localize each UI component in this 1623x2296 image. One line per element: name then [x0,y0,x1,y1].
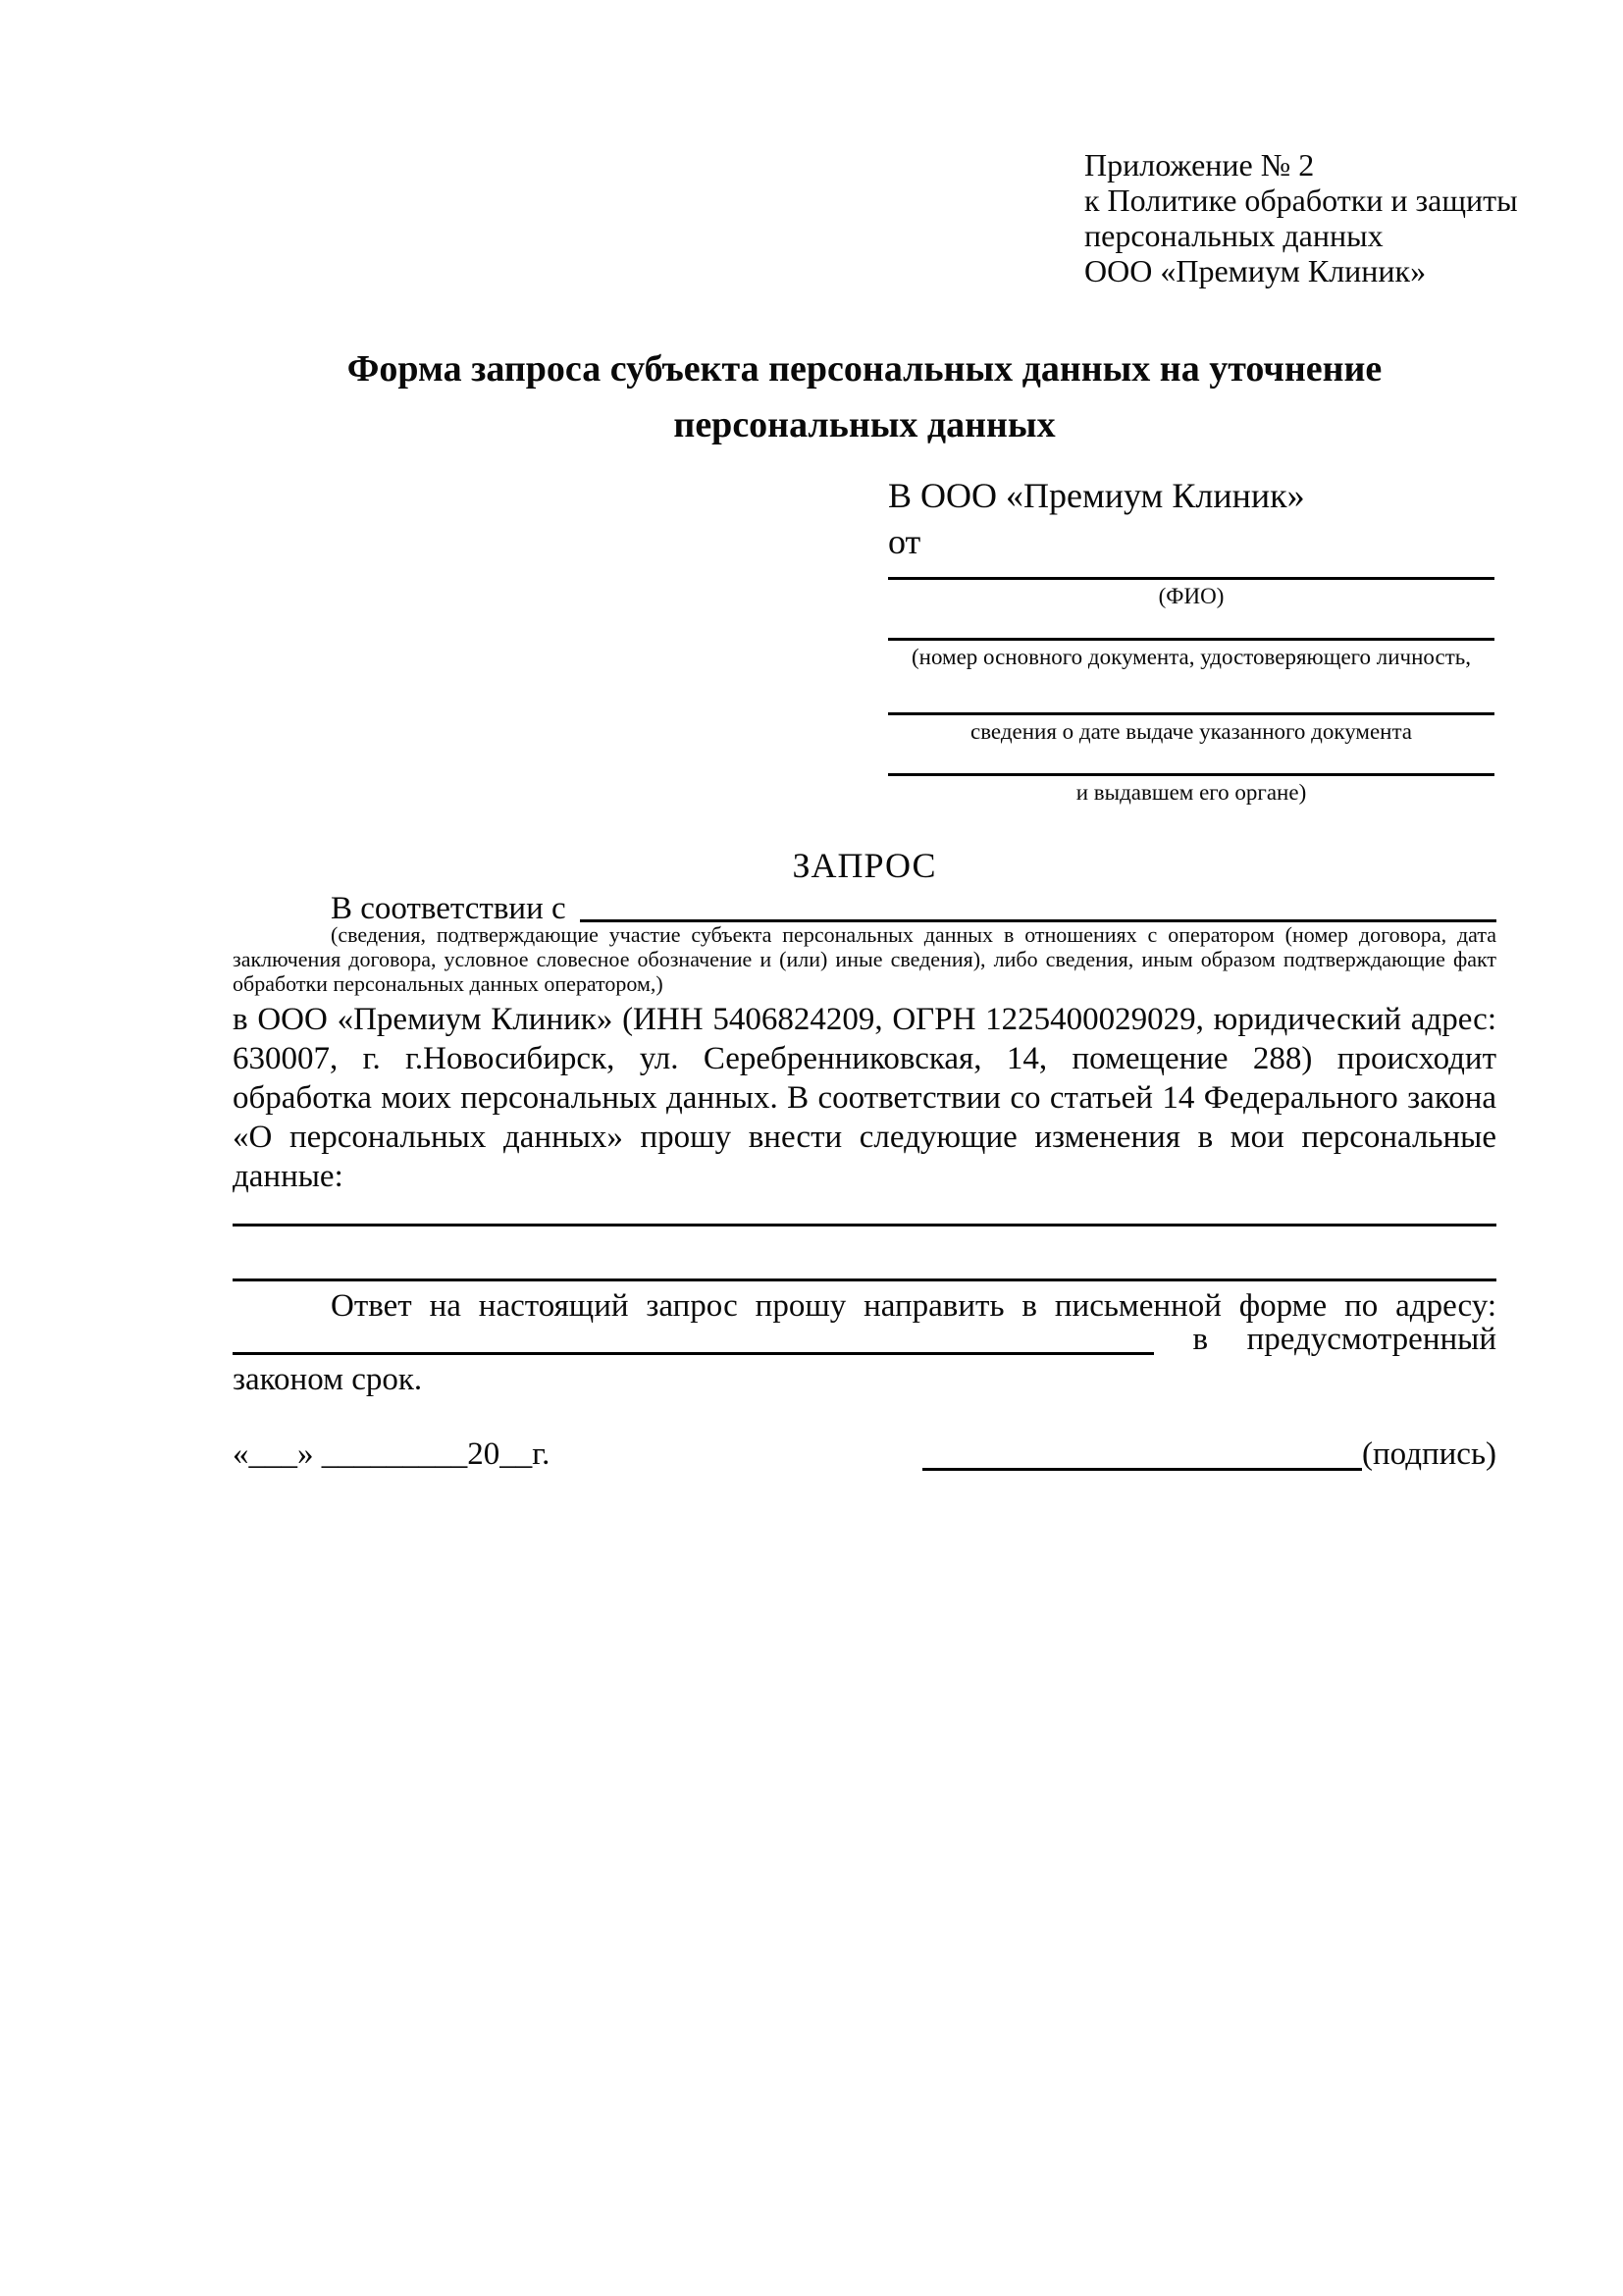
addressee-block [888,473,1494,826]
fine-print-note [233,922,1496,996]
issuing-authority-caption: и выдавшем его органе) [1075,780,1307,805]
document-number-blank-line [888,638,1494,641]
issuing-authority-blank-line [888,773,1494,776]
appendix-line: Приложение № 2 [1084,147,1315,183]
reply-address-blank-line [233,1352,1154,1355]
fine-print-line: заключения договора, условное словесное обозначение и (или) иные сведения), либо сведения, иным образом подтверждающие факт [233,947,1496,971]
request-body-paragraph [233,1000,1496,1196]
body-line: данные: [233,1159,343,1194]
reply-tail-word: в [1192,1322,1209,1357]
issue-date-blank-line [888,712,1494,715]
reply-request-text: Ответ на настоящий запрос прошу направить в письменной форме по адресу: [331,1288,1496,1324]
reply-closing-text: законом срок. [233,1362,423,1397]
body-line: «О персональных данных» прошу внести следующие изменения в мои персональные [233,1120,1496,1155]
signature-block [922,1430,1496,1479]
changes-blank-line-1 [233,1224,1496,1226]
appendix-line: к Политике обработки и защиты [1084,183,1518,218]
signature-blank-line [922,1468,1362,1471]
reply-address-row [233,1320,1496,1359]
date-blank: «___» _________20__г. [233,1436,550,1472]
appendix-note [1084,147,1518,288]
fine-print-line: (сведения, подтверждающие участие субъекта персональных данных в отношениях с оператором (номер договора, дата [331,922,1496,947]
request-heading: ЗАПРОС [792,846,937,885]
accordance-lead-text: В соответствии с [331,891,566,926]
addressee-from-label: от [888,522,921,561]
signature-caption: (подпись) [1362,1436,1496,1472]
document-title: Форма запроса субъекта персональных данных на уточнение персональных данных [346,348,1383,445]
body-line: 630007, г. г.Новосибирск, ул. Серебренниковская, 14, помещение 288) происходит [233,1041,1496,1076]
fio-blank-line [888,577,1494,580]
appendix-line: персональных данных [1084,218,1384,253]
issue-date-caption: сведения о дате выдаче указанного документа [969,719,1413,744]
appendix-line: ООО «Премиум Клиник» [1084,253,1427,288]
body-line: обработка моих персональных данных. В соответствии со статьей 14 Федерального закона [233,1080,1496,1116]
fine-print-line: обработки персональных данных оператором,) [233,971,663,996]
addressee-to: В ООО «Премиум Клиник» [888,476,1305,515]
reply-tail-word: предусмотренный [1246,1322,1496,1357]
document-number-caption: (номер основного документа, удостоверяющего личность, [911,645,1471,669]
changes-blank-line-2 [233,1278,1496,1281]
fio-caption: (ФИО) [1158,584,1225,608]
body-line: в ООО «Премиум Клиник» (ИНН 5406824209, ОГРН 1225400029029, юридический адрес: [233,1002,1496,1037]
